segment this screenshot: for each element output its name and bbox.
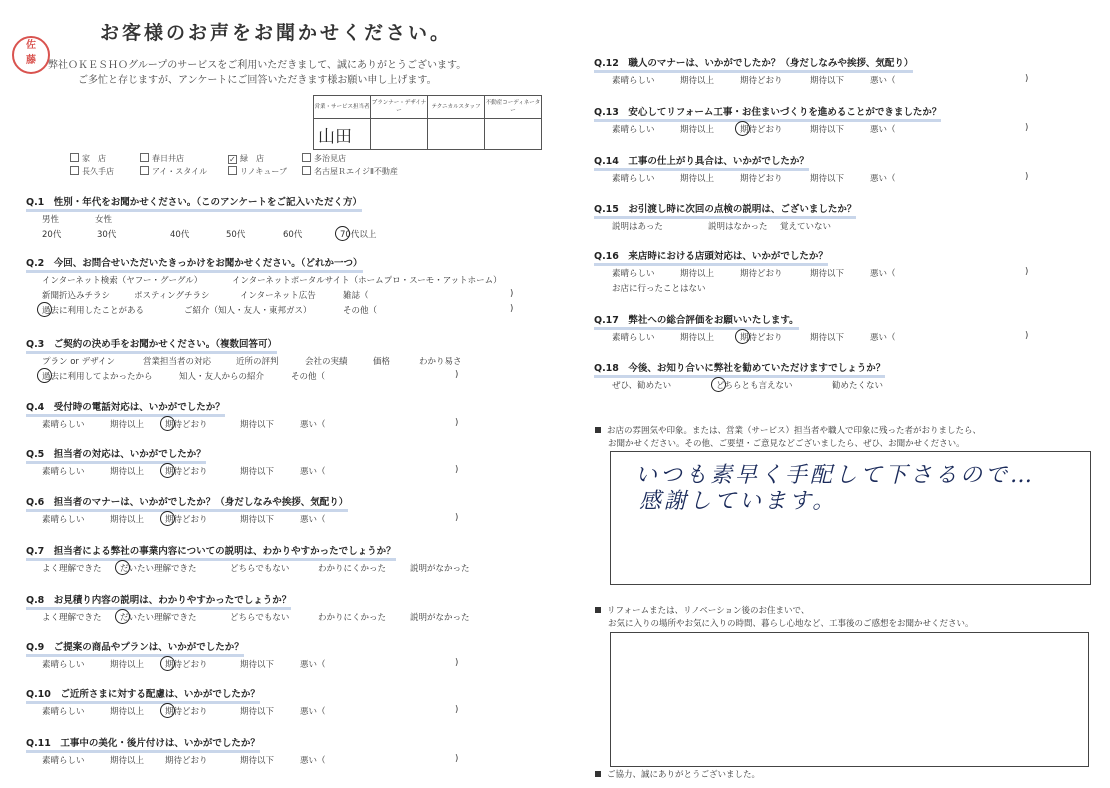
- store-option[interactable]: 長久手店: [70, 166, 114, 177]
- page-title: お客様のお声をお聞かせください。: [100, 22, 453, 44]
- answer-option[interactable]: どちらでもない: [230, 613, 290, 623]
- answer-option[interactable]: わかりにくかった: [318, 564, 387, 574]
- answer-option[interactable]: 期待以上: [110, 467, 145, 477]
- answer-option[interactable]: インターネットポータルサイト（ホームプロ・スーモ・アットホーム）: [232, 276, 502, 286]
- answer-option[interactable]: ご紹介（知人・友人・東邦ガス）: [184, 306, 312, 316]
- question-label: Q.1 性別・年代をお聞かせください。（このアンケートをご記入いただく方）: [26, 194, 362, 212]
- answer-option[interactable]: 期待どおり: [740, 174, 783, 184]
- staff-header-planner: プランナー・デザイナー: [371, 96, 428, 119]
- staff-header-sales: 営業・サービス担当者: [314, 96, 371, 119]
- question-label: Q.6 担当者のマナーは、いかがでしたか？（身だしなみや挨拶、気配り）: [26, 494, 348, 512]
- answer-option[interactable]: 期待以下: [810, 269, 845, 279]
- store-option[interactable]: アイ・スタイル: [140, 166, 207, 177]
- answer-option[interactable]: 期待以上: [680, 174, 715, 184]
- answer-option[interactable]: 期待以下: [810, 76, 845, 86]
- answer-option[interactable]: 悪い（: [300, 660, 326, 670]
- answer-option[interactable]: 期待どおり: [740, 333, 783, 343]
- answer-option[interactable]: 素晴らしい: [42, 420, 85, 430]
- answer-option[interactable]: 過去に利用したことがある: [42, 306, 145, 316]
- answer-option[interactable]: 期待以下: [240, 515, 275, 525]
- answer-option[interactable]: その他（: [291, 372, 326, 382]
- answer-option[interactable]: よく理解できた: [42, 564, 102, 574]
- answer-option[interactable]: 営業担当者の対応: [143, 357, 212, 367]
- answer-option[interactable]: 素晴らしい: [42, 660, 85, 670]
- answer-option[interactable]: インターネット広告: [240, 291, 316, 301]
- answer-option[interactable]: 悪い（: [300, 756, 326, 766]
- answer-option[interactable]: 期待どおり: [165, 707, 208, 717]
- answer-option[interactable]: ): [455, 418, 459, 428]
- store-option[interactable]: 名古屋ＲエイジⅡ不動産: [302, 166, 398, 177]
- bullet-square-icon: [595, 607, 601, 613]
- answer-option[interactable]: ): [510, 304, 514, 314]
- question-label: Q.17 弊社への総合評価をお願いいたします。: [594, 312, 799, 330]
- answer-option[interactable]: 素晴らしい: [612, 76, 655, 86]
- question-label: Q.5 担当者の対応は、いかがでしたか？: [26, 446, 206, 464]
- answer-option[interactable]: 60代: [283, 230, 303, 240]
- intro-line-2: ご多忙と存じますが、アンケートにご回答いただきます様お願い申し上げます。: [78, 75, 437, 86]
- answer-option[interactable]: 素晴らしい: [42, 515, 85, 525]
- store-option[interactable]: ✓ 緑 店: [229, 154, 264, 164]
- answer-option[interactable]: 期待以上: [110, 420, 145, 430]
- checkbox-icon[interactable]: [70, 166, 79, 175]
- answer-option[interactable]: 素晴らしい: [612, 269, 655, 279]
- answer-option[interactable]: ): [455, 754, 459, 764]
- staff-value-sales[interactable]: 山田: [314, 119, 371, 150]
- staff-value-technical[interactable]: [428, 119, 485, 150]
- answer-option[interactable]: 素晴らしい: [612, 333, 655, 343]
- answer-option[interactable]: 期待以上: [110, 707, 145, 717]
- store-option[interactable]: 家 店: [70, 153, 106, 164]
- answer-option[interactable]: 30代: [97, 230, 117, 240]
- answer-option[interactable]: 期待以下: [810, 174, 845, 184]
- answer-option[interactable]: 期待以上: [680, 125, 715, 135]
- question-label: Q.12 職人のマナーは、いかがでしたか？（身だしなみや挨拶、気配り）: [594, 55, 913, 73]
- answer-option[interactable]: 70代以上: [340, 230, 377, 240]
- answer-option[interactable]: 期待以下: [240, 420, 275, 430]
- answer-option[interactable]: 期待以下: [240, 660, 275, 670]
- answer-option[interactable]: 悪い（: [300, 420, 326, 430]
- answer-option[interactable]: ): [1025, 172, 1029, 182]
- answer-option[interactable]: 素晴らしい: [42, 707, 85, 717]
- answer-option[interactable]: よく理解できた: [42, 613, 102, 623]
- store-option[interactable]: リノキューブ: [228, 166, 287, 177]
- answer-option[interactable]: 覚えていない: [780, 222, 832, 232]
- answer-option[interactable]: わかり易さ: [419, 357, 462, 367]
- answer-option[interactable]: ): [1025, 123, 1029, 133]
- bullet-square-icon: [595, 427, 601, 433]
- answer-option[interactable]: 知人・友人からの紹介: [179, 372, 265, 382]
- staff-header-technical: テクニカルスタッフ: [428, 96, 485, 119]
- answer-option[interactable]: 期待どおり: [740, 125, 783, 135]
- checkbox-icon[interactable]: [302, 153, 311, 162]
- answer-option[interactable]: 期待以下: [240, 467, 275, 477]
- answer-option[interactable]: 説明はなかった: [708, 222, 768, 232]
- answer-option[interactable]: 悪い（: [870, 333, 896, 343]
- answer-option[interactable]: ): [455, 370, 459, 380]
- answer-option[interactable]: 素晴らしい: [42, 467, 85, 477]
- comment2-prompt-line-2: お気に入りの場所やお気に入りの時間、暮らし心地など、工事後のご感想をお聞かせください。: [608, 619, 974, 629]
- question-label: Q.9 ご提案の商品やプランは、いかがでしたか？: [26, 639, 244, 657]
- answer-option[interactable]: わかりにくかった: [318, 613, 387, 623]
- answer-option[interactable]: どちらとも言えない: [716, 381, 793, 391]
- answer-option[interactable]: 悪い（: [300, 467, 326, 477]
- answer-option[interactable]: 素晴らしい: [612, 125, 655, 135]
- answer-option[interactable]: 期待以上: [110, 756, 145, 766]
- question-label: Q.10 ご近所さまに対する配慮は、いかがでしたか？: [26, 686, 260, 704]
- answer-option[interactable]: ): [1025, 74, 1029, 84]
- answer-option[interactable]: 説明がなかった: [410, 613, 470, 623]
- comment1-prompt-line-2: お聞かせください。その他、ご要望・ご意見などございましたら、ぜひ、お聞かせください。: [608, 439, 965, 449]
- question-label: Q.15 お引渡し時に次回の点検の説明は、ございましたか？: [594, 201, 856, 219]
- checkbox-icon[interactable]: [140, 153, 149, 162]
- answer-option[interactable]: 新聞折込みチラシ: [42, 291, 111, 301]
- answer-option[interactable]: プラン or デザイン: [42, 357, 116, 367]
- answer-option[interactable]: 会社の実績: [305, 357, 348, 367]
- answer-option[interactable]: 素晴らしい: [42, 756, 85, 766]
- answer-option[interactable]: ): [1025, 331, 1029, 341]
- answer-option[interactable]: 勧めたくない: [832, 381, 884, 391]
- answer-option[interactable]: ): [1025, 267, 1029, 277]
- answer-option[interactable]: 40代: [170, 230, 190, 240]
- question-label: Q.11 工事中の美化・後片付けは、いかがでしたか？: [26, 735, 260, 753]
- checkbox-icon[interactable]: [302, 166, 311, 175]
- answer-option[interactable]: 期待以上: [110, 660, 145, 670]
- answer-option[interactable]: 期待どおり: [740, 76, 783, 86]
- answer-option[interactable]: 女性: [95, 215, 113, 225]
- bullet-square-icon: [595, 771, 601, 777]
- question-label: Q.7 担当者による弊社の事業内容についての説明は、わかりやすかったでしょうか？: [26, 543, 396, 561]
- staff-value-planner[interactable]: [371, 119, 428, 150]
- answer-option[interactable]: 雑誌（: [343, 291, 369, 301]
- answer-option[interactable]: 悪い（: [870, 269, 896, 279]
- answer-option[interactable]: 悪い（: [300, 515, 326, 525]
- question-label: Q.18 今後、お知り合いに弊社を勧めていただけますでしょうか？: [594, 360, 885, 378]
- answer-option[interactable]: 期待以上: [680, 76, 715, 86]
- comment1-handwriting-line-1: いつも素早く手配して下さるので…: [635, 463, 1036, 488]
- store-option[interactable]: 多治見店: [302, 153, 346, 164]
- answer-option[interactable]: 説明がなかった: [410, 564, 470, 574]
- answer-option[interactable]: 期待以下: [240, 756, 275, 766]
- comment1-box[interactable]: [610, 451, 1091, 585]
- question-label: Q.13 安心してリフォーム工事・お住まいづくりを進めることができましたか？: [594, 104, 941, 122]
- answer-option[interactable]: 期待どおり: [165, 420, 208, 430]
- answer-option[interactable]: 悪い（: [300, 707, 326, 717]
- answer-option[interactable]: 期待どおり: [165, 467, 208, 477]
- question-label: Q.14 工事の仕上がり具合は、いかがでしたか？: [594, 153, 809, 171]
- staff-table: [313, 95, 542, 150]
- staff-value-realestate[interactable]: [485, 119, 542, 150]
- comment2-box[interactable]: [610, 632, 1089, 767]
- seal-stamp: 佐 藤: [12, 36, 50, 74]
- answer-option[interactable]: ): [455, 705, 459, 715]
- answer-option[interactable]: 近所の評判: [236, 357, 279, 367]
- answer-option[interactable]: 期待どおり: [165, 660, 208, 670]
- answer-option[interactable]: 期待以下: [240, 707, 275, 717]
- answer-option[interactable]: 悪い（: [870, 76, 896, 86]
- answer-option[interactable]: 期待どおり: [740, 269, 783, 279]
- question-label: Q.4 受付時の電話対応は、いかがでしたか？: [26, 399, 225, 417]
- question-label: Q.16 来店時における店頭対応は、いかがでしたか？: [594, 248, 828, 266]
- answer-option[interactable]: インターネット検索（ヤフー・グーグル）: [42, 276, 203, 286]
- answer-option[interactable]: その他（: [343, 306, 378, 316]
- answer-option[interactable]: だいたい理解できた: [120, 613, 197, 623]
- question-label: Q.8 お見積り内容の説明は、わかりやすかったでしょうか？: [26, 592, 291, 610]
- answer-option[interactable]: だいたい理解できた: [120, 564, 197, 574]
- answer-option[interactable]: 期待以上: [680, 269, 715, 279]
- answer-option[interactable]: 20代: [42, 230, 62, 240]
- answer-option[interactable]: ): [455, 658, 459, 668]
- checkbox-icon[interactable]: [140, 166, 149, 175]
- answer-option[interactable]: 価格: [373, 357, 391, 367]
- answer-option[interactable]: お店に行ったことはない: [612, 284, 706, 294]
- question-label: Q.3 ご契約の決め手をお聞かせください。（複数回答可）: [26, 336, 277, 354]
- answer-option[interactable]: 期待以上: [680, 333, 715, 343]
- answer-option[interactable]: 期待以上: [110, 515, 145, 525]
- staff-header-realestate: 不動産コーディネーター: [485, 96, 542, 119]
- answer-option[interactable]: 素晴らしい: [612, 174, 655, 184]
- comment2-prompt-line-1: リフォームまたは、リノベーション後のお住まいで、: [595, 604, 809, 616]
- answer-option[interactable]: 男性: [42, 215, 60, 225]
- answer-option[interactable]: 過去に利用してよかったから: [42, 372, 153, 382]
- answer-option[interactable]: ぜひ、勧めたい: [612, 381, 672, 391]
- answer-option[interactable]: ): [455, 513, 459, 523]
- answer-option[interactable]: 期待以下: [810, 333, 845, 343]
- comment1-prompt-line-1: お店の雰囲気や印象。または、営業（サービス）担当者や職人で印象に残った者がおりましたら、: [595, 424, 981, 436]
- answer-option[interactable]: 説明はあった: [612, 222, 663, 232]
- answer-option[interactable]: 期待以下: [810, 125, 845, 135]
- store-option[interactable]: 春日井店: [140, 153, 184, 164]
- checkbox-icon[interactable]: ✓: [229, 155, 236, 164]
- checkbox-icon[interactable]: [228, 166, 237, 175]
- answer-option[interactable]: 50代: [226, 230, 246, 240]
- comment1-handwriting-line-2: 感謝しています。: [639, 489, 838, 514]
- answer-option[interactable]: 悪い（: [870, 174, 896, 184]
- intro-line-1: 弊社ＯＫＥＳＨＯグループのサービスをご利用いただきまして、誠にありがとうございます。: [48, 60, 467, 71]
- answer-option[interactable]: どちらでもない: [230, 564, 290, 574]
- answer-option[interactable]: 期待どおり: [165, 515, 208, 525]
- footer-thanks: ご協力、誠にありがとうございました。: [595, 768, 760, 780]
- answer-option[interactable]: 悪い（: [870, 125, 896, 135]
- answer-option[interactable]: ): [455, 465, 459, 475]
- question-label: Q.2 今回、お問合せいただいたきっかけをお聞かせください。（どれか一つ）: [26, 255, 363, 273]
- answer-option[interactable]: 期待どおり: [165, 756, 208, 766]
- answer-option[interactable]: ポスティングチラシ: [134, 291, 210, 301]
- checkbox-icon[interactable]: [70, 153, 79, 162]
- answer-option[interactable]: ): [510, 289, 514, 299]
